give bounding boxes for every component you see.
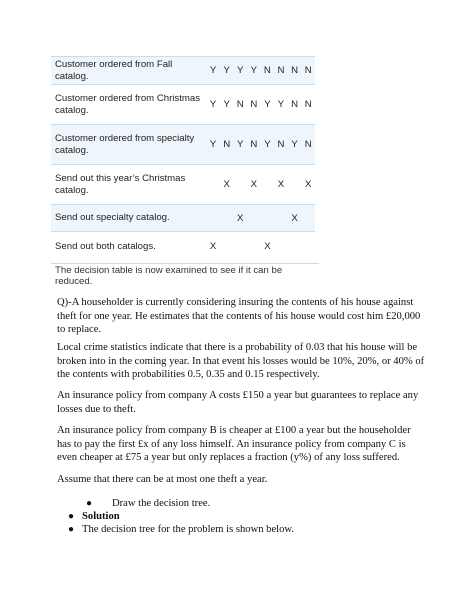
- question-paragraph-4: An insurance policy from company B is cheaper at £100 a year but the householder has to pay the first £x of any loss himself. An insurance policy from company C is even cheaper at £75 a year but only replaces a fraction (y%) of any loss suffered.: [57, 425, 411, 463]
- rule-cell: [233, 232, 247, 262]
- rule-cell: [233, 165, 247, 205]
- rule-cell: N: [233, 85, 247, 125]
- condition-label: Send out specialty catalog.: [51, 205, 206, 232]
- rule-cell: N: [247, 125, 261, 165]
- rule-cell: N: [301, 125, 315, 165]
- rule-cell: N: [274, 125, 288, 165]
- rule-cell: N: [220, 125, 234, 165]
- decision-table-row: [51, 85, 315, 125]
- rule-cell: X: [301, 165, 315, 205]
- rule-cell: Y: [274, 85, 288, 125]
- decision-table-row: [51, 232, 315, 262]
- condition-label: Customer ordered from Christmas catalog.: [51, 85, 206, 125]
- document-page: Customer ordered from Fall catalog. Y Y Y Y N N N N Customer ordered from Christmas catalog. Y Y N N Y Y N N Customer ordered from specialty catalog. Y N Y N Y N Y N Send out this year’s Christmas catalog. X X X X Send out specialty catalog. X X Send out both catalogs. X X The decision table is now examined to see if it can be reduced. Q)-A householder is currently considering insuring the contents of his house against theft for one year. He estimates that the contents of his house would cost him £20,000 to replace. Local crime statistics indicate that there is a probability of 0.03 that his house will be broken into in the coming year. In that event his losses would be 10%, 20%, or 40% of the contents with probabilities 0.5, 0.35 and 0.15 respectively. An insurance policy from company A costs £150 a year but guarantees to replace any losses due to theft. An insurance policy from company B is cheaper at £100 a year but the householder has to pay the first £x of any loss himself. An insurance policy from company C is even cheaper at £75 a year but only replaces a fraction (y%) of any loss suffered. Assume that there can be at most one theft a year. ● Draw the decision tree. ● Solution ● The decision tree for the problem is shown below.: [0, 0, 474, 613]
- rule-cell: Y: [288, 125, 302, 165]
- rule-cell: Y: [206, 57, 220, 85]
- condition-label: Send out both catalogs.: [51, 232, 206, 262]
- rule-cell: N: [288, 85, 302, 125]
- rule-cell: X: [247, 165, 261, 205]
- rule-cell: [274, 232, 288, 262]
- rule-cell: [206, 205, 220, 232]
- rule-cell: [274, 205, 288, 232]
- rule-cell: Y: [233, 125, 247, 165]
- rule-cell: X: [274, 165, 288, 205]
- rule-cell: N: [288, 57, 302, 85]
- rule-cell: N: [301, 57, 315, 85]
- rule-cell: X: [233, 205, 247, 232]
- decision-table-row: [51, 165, 315, 205]
- rule-cell: Y: [206, 85, 220, 125]
- rule-cell: Y: [247, 57, 261, 85]
- decision-table-row: [51, 205, 315, 232]
- rule-cell: N: [301, 85, 315, 125]
- rule-cell: X: [206, 232, 220, 262]
- rule-cell: [261, 205, 275, 232]
- rule-cell: [301, 232, 315, 262]
- rule-cell: Y: [261, 85, 275, 125]
- decision-table-row: [51, 57, 315, 85]
- rule-cell: X: [220, 165, 234, 205]
- rule-cell: [247, 232, 261, 262]
- rule-cell: [206, 165, 220, 205]
- condition-label: Send out this year’s Christmas catalog.: [51, 165, 206, 205]
- rule-cell: N: [274, 57, 288, 85]
- rule-cell: [247, 205, 261, 232]
- rule-cell: Y: [233, 57, 247, 85]
- rule-cell: [220, 205, 234, 232]
- question-paragraph-3: An insurance policy from company A costs £150 a year but guarantees to replace any losses due to theft.: [57, 390, 419, 415]
- rule-cell: [261, 165, 275, 205]
- bullet-icon: ●: [68, 524, 75, 535]
- rule-cell: N: [247, 85, 261, 125]
- rule-cell: [220, 232, 234, 262]
- question-paragraph-2: Local crime statistics indicate that there is a probability of 0.03 that his house will be broken into in the coming year. In that event his losses would be 10%, 20%, or 40% of the contents with probabilities 0.5, 0.35 and 0.15 respectively.: [57, 342, 425, 380]
- decision-table: [51, 56, 315, 262]
- rule-cell: X: [288, 205, 302, 232]
- rule-cell: Y: [261, 125, 275, 165]
- bullet-icon: ●: [86, 498, 93, 509]
- rule-cell: Y: [220, 57, 234, 85]
- rule-cell: Y: [220, 85, 234, 125]
- question-paragraph-5: Assume that there can be at most one theft a year.: [57, 474, 268, 485]
- rule-cell: X: [261, 232, 275, 262]
- rule-cell: N: [261, 57, 275, 85]
- rule-cell: [288, 232, 302, 262]
- decision-table-footer: The decision table is now examined to see if it can be reduced.: [51, 263, 319, 287]
- condition-label: Customer ordered from specialty catalog.: [51, 125, 206, 165]
- rule-cell: [301, 205, 315, 232]
- rule-cell: [288, 165, 302, 205]
- question-paragraph-1: Q)-A householder is currently considering insuring the contents of his house against theft for one year. He estimates that the contents of his house would cost him £20,000 to replace.: [57, 297, 421, 335]
- decision-table-row: [51, 125, 315, 165]
- bullet-icon: ●: [68, 511, 75, 522]
- condition-label: Customer ordered from Fall catalog.: [51, 57, 206, 85]
- rule-cell: Y: [206, 125, 220, 165]
